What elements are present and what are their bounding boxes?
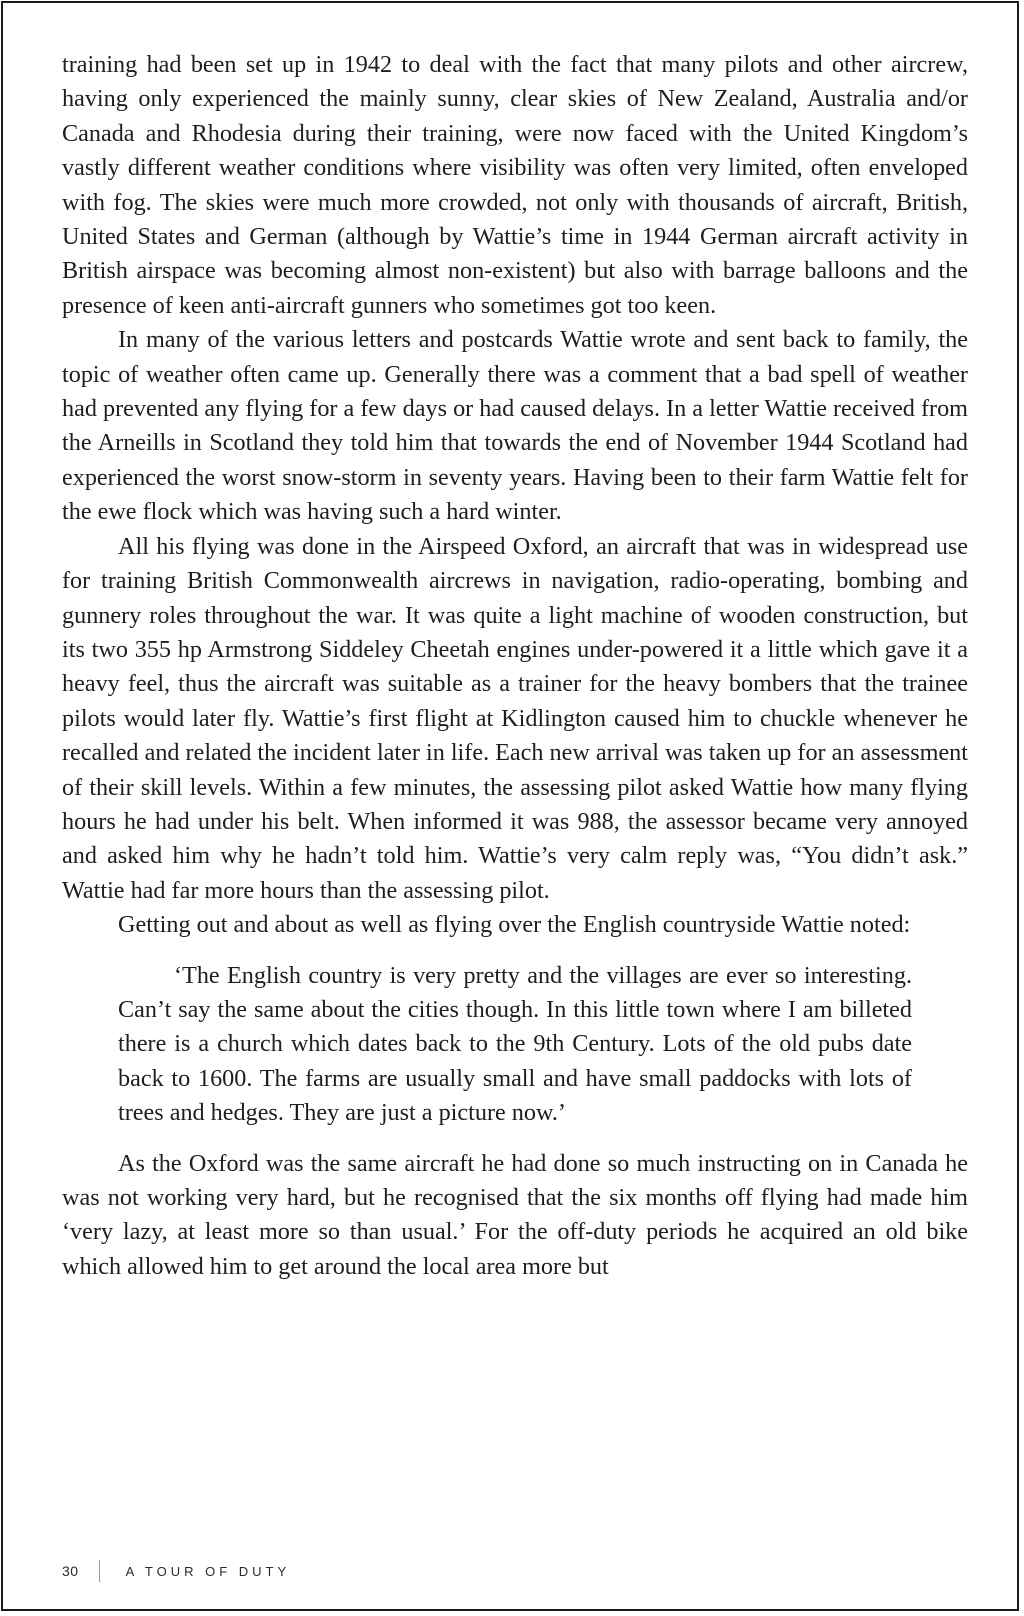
paragraph: As the Oxford was the same aircraft he had done so much instructing on in Canada he was not working very hard, but he recognised that the six months off flying had made him ‘very lazy, at least more so than usual.’ For the off-duty periods he acquired an old bike which allowed him to get around the local area more but — [62, 1149, 968, 1280]
page-number: 30 — [62, 1563, 79, 1579]
paragraph: All his flying was done in the Airspeed Oxford, an aircraft that was in widespread use for training British Commonwealth aircrews in navigation, radio-operating, bombing and gunnery roles throughout the war. It was quite a light machine of wooden construction, but its two 355 hp Armstrong Siddeley Cheetah engines under-powered it a little which gave it a heavy feel, thus the aircraft was suitable as a trainer for the heavy bombers that the trainee pilots would later fly. Wattie’s first flight at Kidlington caused him to chuckle whenever he recalled and related the incident later in life. Each new arrival was taken up for an assessment of their skill levels. Within a few minutes, the assessing pilot asked Wattie how many flying hours he had under his belt. When informed it was 988, the assessor became very annoyed and asked him why he hadn’t told him. Wattie’s very calm reply was, “You didn’t ask.” Wattie had far more hours than the assessing pilot. — [62, 532, 968, 904]
paragraph: training had been set up in 1942 to deal with the fact that many pilots and other aircrew, having only experienced the mainly sunny, clear skies of New Zealand, Australia and/or Canada and Rhodesia during their training, were now faced with the United Kingdom’s vastly different weather conditions where visibility was often very limited, often enveloped with fog. The skies were much more crowded, not only with thousands of aircraft, British, United States and German (although by Wattie’s time in 1944 German aircraft activity in British airspace was becoming almost non-existent) but also with barrage balloons and the presence of keen anti-aircraft gunners who sometimes got too keen. — [62, 51, 968, 319]
page-footer — [62, 1556, 290, 1586]
paragraph: In many of the various letters and postcards Wattie wrote and sent back to family, the topic of weather often came up. Generally there was a comment that a bad spell of weather had prevented any flying for a few days or had caused delays. In a letter Wattie received from the Arneills in Scotland they told him that towards the end of November 1944 Scotland had experienced the worst snow-storm in seventy years. Having been to their farm Wattie felt for the ewe flock which was having such a hard winter. — [62, 326, 968, 526]
footer-divider — [99, 1560, 100, 1582]
body-text — [62, 48, 968, 1284]
paragraph: Getting out and about as well as flying over the English countryside Wattie noted: — [118, 911, 911, 939]
running-title: A TOUR OF DUTY — [125, 1563, 291, 1579]
block-quote: ‘The English country is very pretty and the villages are ever so interesting. Can’t say the same about the cities though. In this little town where I am billeted there is a church which dates back to the 9th Century. Lots of the old pubs date back to 1600. The farms are usually small and have small paddocks with lots of trees and hedges. They are just a picture now.’ — [118, 961, 912, 1127]
